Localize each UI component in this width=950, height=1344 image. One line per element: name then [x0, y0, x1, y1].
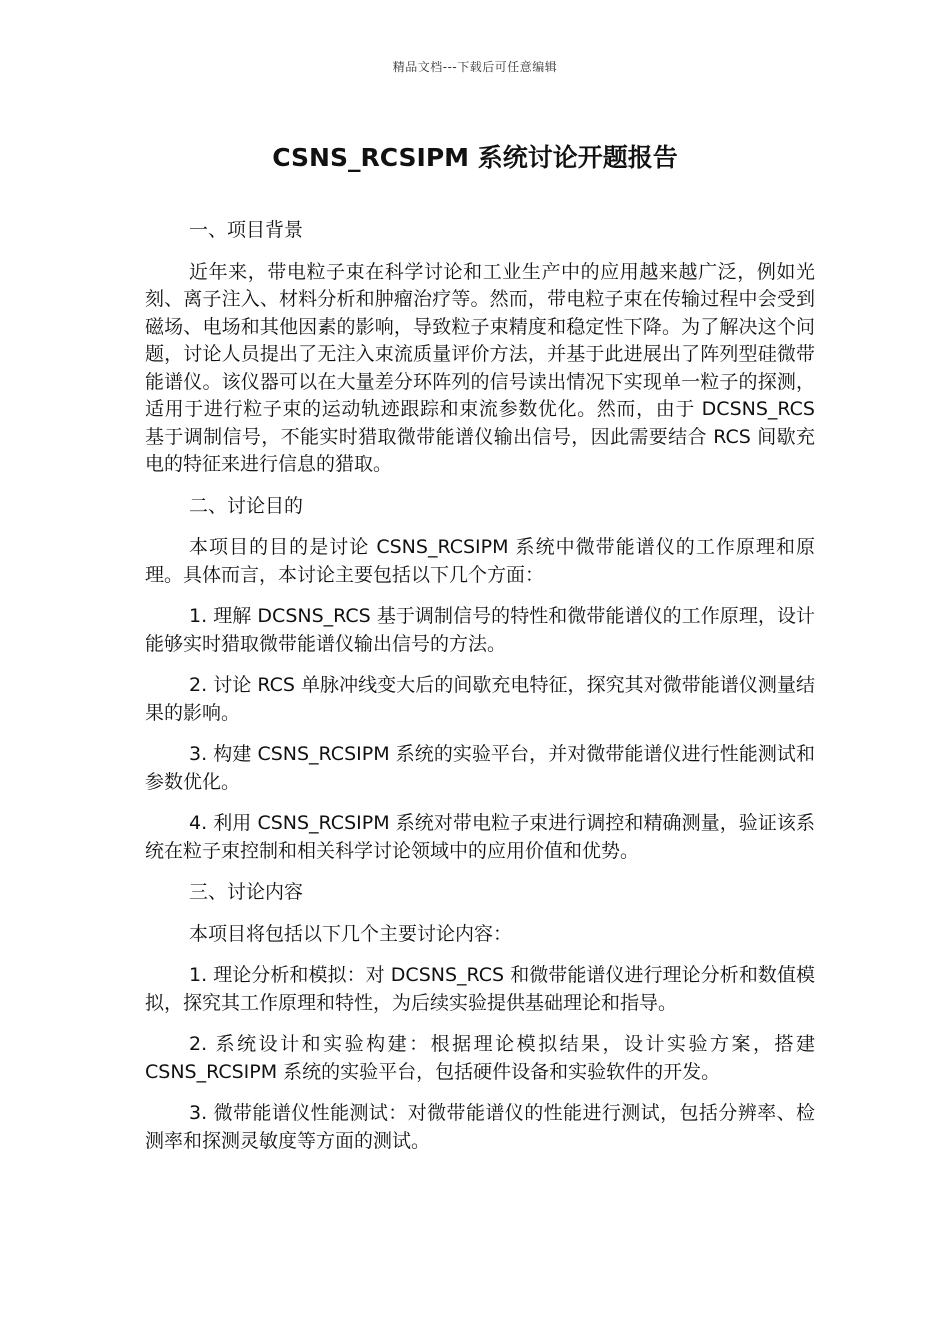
section-heading: 三、讨论内容 [189, 881, 304, 903]
list-item: 4. 利用 CSNS_RCSIPM 系统对带电粒子束进行调控和精确测量，验证该系统在粒子束控制和相关科学讨论领域中的应用价值和优势。 [145, 812, 815, 862]
section-heading: 二、讨论目的 [189, 494, 304, 517]
paragraph: 本项目将包括以下几个主要讨论内容： [189, 922, 513, 945]
document-body [145, 214, 815, 1169]
paragraph: 近年来，带电粒子束在科学讨论和工业生产中的应用越来越广泛，例如光刻、离子注入、材料分析和肿瘤治疗等。然而，带电粒子束在传输过程中会受到磁场、电场和其他因素的影响，导致粒子束精度和稳定性下降。为了解决这个问题，讨论人员提出了无注入束流质量评价方法，并基于此进展出了阵列型硅微带能谱仪。该仪器可以在大量差分环阵列的信号读出情况下实现单一粒子的探测，适用于进行粒子束的运动轨迹跟踪和束流参数优化。然而，由于 DCSNS_RCS 基于调制信号，不能实时猎取微带能谱仪输出信号，因此需要结合 RCS 间歇充电的特征来进行信息的猎取。 [145, 260, 815, 475]
list-item: 1. 理论分析和模拟：对 DCSNS_RCS 和微带能谱仪进行理论分析和数值模拟，探究其工作原理和特性，为后续实验提供基础理论和指导。 [145, 964, 815, 1014]
list-item: 1. 理解 DCSNS_RCS 基于调制信号的特性和微带能谱仪的工作原理，设计能够实时猎取微带能谱仪输出信号的方法。 [145, 605, 815, 655]
list-item: 3. 构建 CSNS_RCSIPM 系统的实验平台，并对微带能谱仪进行性能测试和参数优化。 [145, 743, 815, 793]
header-note: 精品文档---下载后可任意编辑 [392, 60, 558, 74]
list-item: 2. 系统设计和实验构建：根据理论模拟结果，设计实验方案，搭建 CSNS_RCSIPM 系统的实验平台，包括硬件设备和实验软件的开发。 [145, 1033, 815, 1083]
section-heading: 一、项目背景 [189, 219, 304, 241]
list-item: 3. 微带能谱仪性能测试：对微带能谱仪的性能进行测试，包括分辨率、检测率和探测灵敏度等方面的测试。 [145, 1102, 815, 1152]
list-item: 2. 讨论 RCS 单脉冲线变大后的间歇充电特征，探究其对微带能谱仪测量结果的影响。 [145, 674, 815, 724]
paragraph: 本项目的目的是讨论 CSNS_RCSIPM 系统中微带能谱仪的工作原理和原理。具体而言，本讨论主要包括以下几个方面： [145, 536, 815, 586]
document-title: CSNS_RCSIPM 系统讨论开题报告 [272, 143, 678, 172]
